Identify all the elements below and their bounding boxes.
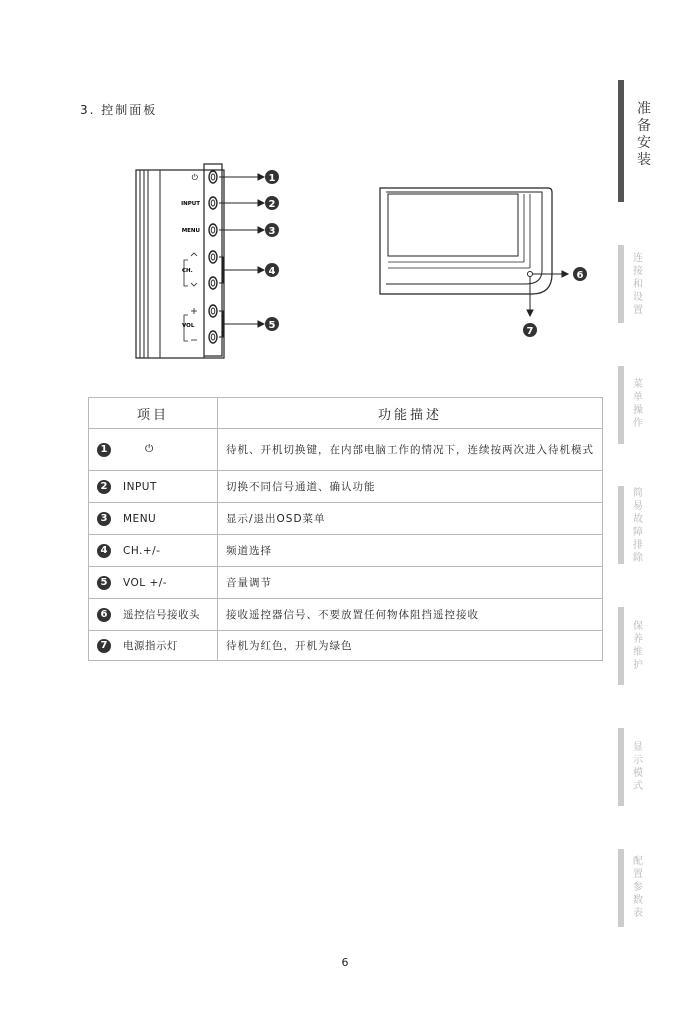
row-desc: 切换不同信号通道、确认功能	[218, 471, 603, 503]
header-description: 功能描述	[218, 398, 603, 429]
table-row	[89, 567, 603, 599]
side-tab-bar-menu[interactable]	[618, 366, 624, 444]
callout-6	[573, 267, 587, 281]
row-item: 电源指示灯	[123, 640, 178, 652]
control-panel-table	[88, 397, 603, 661]
callout-2	[265, 196, 279, 210]
row-number: 2	[97, 480, 111, 494]
table-row	[89, 535, 603, 567]
row-item: VOL +/-	[123, 576, 168, 589]
table-row	[89, 503, 603, 535]
control-panel-drawing	[130, 160, 310, 365]
front-bezel-figure	[376, 182, 596, 346]
side-tab-bar-troubleshoot[interactable]	[618, 486, 624, 564]
svg-text:4: 4	[268, 266, 276, 277]
row-desc: 待机、开机切换键，在内部电脑工作的情况下，连续按两次进入待机模式	[218, 429, 603, 471]
row-item: MENU	[123, 512, 157, 525]
row-desc: 频道选择	[218, 535, 603, 567]
input-label: INPUT	[181, 201, 200, 207]
control-panel-figure	[130, 160, 310, 369]
svg-text:3: 3	[268, 226, 276, 237]
callout-3	[265, 223, 279, 237]
section-title: 3. 控制面板	[80, 103, 158, 117]
side-tab-bar-prepare[interactable]	[618, 80, 624, 202]
svg-text:7: 7	[526, 326, 534, 337]
row-number: 7	[97, 639, 111, 653]
row-number: 1	[97, 443, 111, 457]
side-tab-bar-display-mode[interactable]	[618, 728, 624, 806]
row-number: 5	[97, 576, 111, 590]
table-row	[89, 471, 603, 503]
menu-label: MENU	[181, 228, 200, 234]
svg-text:6: 6	[576, 270, 584, 281]
svg-text:1: 1	[268, 173, 276, 184]
ch-label: CH.	[182, 268, 193, 274]
table-row	[89, 429, 603, 471]
side-tab-connect[interactable]: 连接和设置	[633, 253, 643, 316]
row-desc: 显示/退出OSD菜单	[218, 503, 603, 535]
row-item: INPUT	[123, 480, 157, 493]
row-desc: 音量调节	[218, 567, 603, 599]
power-label: ⏻	[191, 173, 198, 182]
side-tab-display-mode[interactable]: 显示模式	[633, 742, 643, 792]
table-row	[89, 599, 603, 631]
row-item: CH.+/-	[123, 544, 161, 557]
side-tab-troubleshoot[interactable]: 简易故障排除	[633, 488, 643, 564]
side-tab-maintenance[interactable]: 保养维护	[633, 621, 643, 671]
header-item: 项目	[89, 398, 218, 429]
side-tab-specs[interactable]: 配置参数表	[633, 856, 643, 919]
row-desc: 待机为红色，开机为绿色	[218, 631, 603, 661]
callout-4	[265, 263, 279, 277]
svg-text:2: 2	[268, 199, 276, 210]
row-number: 4	[97, 544, 111, 558]
svg-text:5: 5	[268, 320, 276, 331]
table-row	[89, 631, 603, 661]
front-bezel-drawing	[376, 182, 596, 342]
page-number: 6	[341, 956, 349, 969]
side-tab-menu[interactable]: 菜单操作	[633, 379, 643, 429]
side-tab-bar-specs[interactable]	[618, 849, 624, 927]
callout-1	[265, 170, 279, 184]
row-number: 6	[97, 608, 111, 622]
side-tab-prepare[interactable]: 准备安装	[637, 101, 651, 168]
power-icon: ⏻	[145, 443, 154, 455]
row-item: 遥控信号接收头	[123, 609, 200, 621]
callout-5	[265, 317, 279, 331]
row-number: 3	[97, 512, 111, 526]
table-header-row	[89, 398, 603, 429]
row-desc: 接收遥控器信号、不要放置任何物体阻挡遥控接收	[218, 599, 603, 631]
side-tab-bar-maintenance[interactable]	[618, 607, 624, 685]
vol-label: VOL	[182, 323, 195, 329]
callout-7	[523, 323, 537, 337]
side-tab-bar-connect[interactable]	[618, 245, 624, 323]
